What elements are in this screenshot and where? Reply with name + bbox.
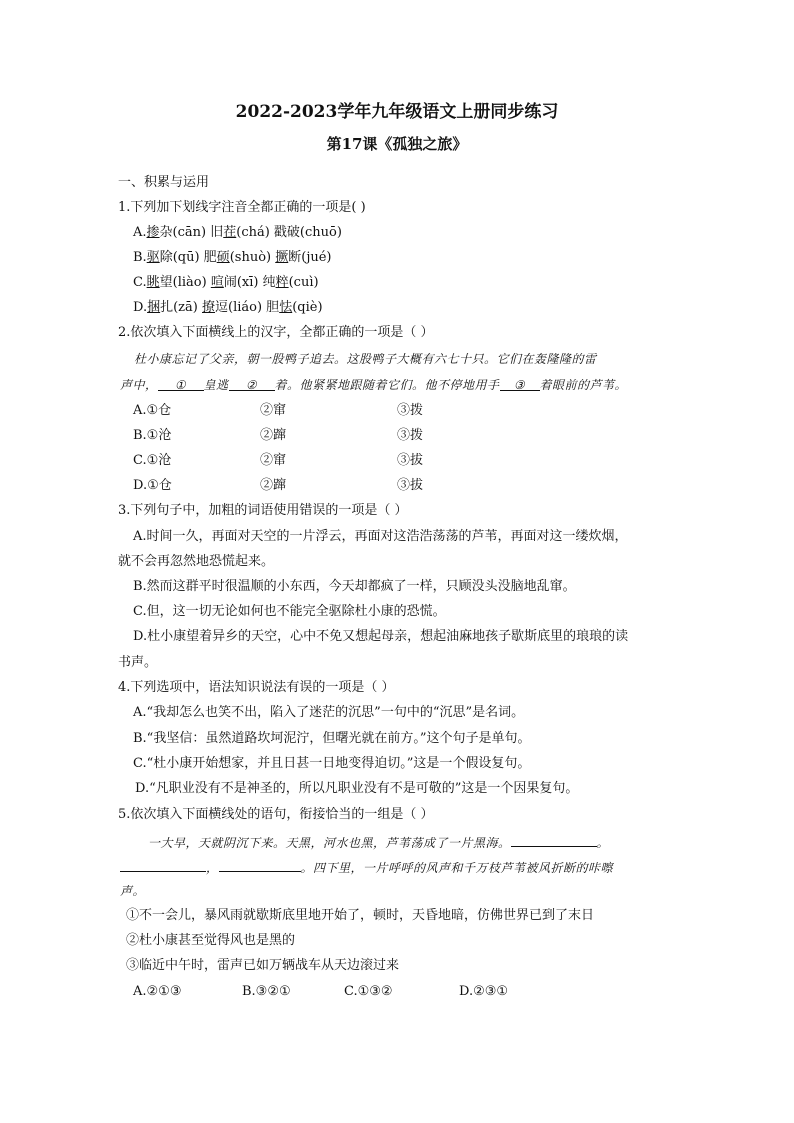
- passage-text: 。: [596, 836, 610, 850]
- fill-blank-1: ①: [158, 376, 204, 391]
- question-4-stem: 4.下列选项中，语法知识说法有误的一项是（ ）: [118, 680, 395, 695]
- option-col-3: ③拔: [397, 453, 424, 468]
- underlined-char: 撩: [202, 300, 216, 315]
- option-col-2: ②蹿: [260, 478, 287, 493]
- underlined-char: 硕: [216, 250, 230, 265]
- question-4-option-c: C.“杜小康开始想家，并且日甚一日地变得迫切。”这是一个假设复句。: [133, 756, 531, 771]
- option-text: 扎(zā): [160, 300, 202, 315]
- question-4-option-b: B.“我坚信：虽然道路坎坷泥泞，但曙光就在前方。”这个句子是单句。: [133, 731, 531, 746]
- fill-blank-b: [120, 857, 206, 872]
- underlined-char: 驱: [146, 250, 160, 265]
- question-1-option-c: [133, 274, 319, 292]
- option-prefix: A.: [133, 225, 147, 240]
- page-title: 2022-2023学年九年级语文上册同步练习: [235, 102, 559, 122]
- question-5-stem: 5.依次填入下面横线处的语句，衔接恰当的一组是（ ）: [118, 807, 434, 822]
- option-text: 杂(cān) 旧: [159, 225, 224, 240]
- question-3-option-a-line-2: 就不会再忽然地恐慌起来。: [118, 554, 275, 569]
- underlined-char: 撅: [275, 250, 289, 265]
- question-5-option-a: A.②①③: [133, 984, 182, 999]
- question-5-option-c: C.①③②: [344, 984, 393, 999]
- fill-blank-c: [219, 857, 301, 872]
- option-col-1: A.①仓: [133, 403, 172, 418]
- option-col-1: D.①仓: [133, 478, 172, 493]
- question-2-passage-line-2: [120, 376, 627, 394]
- option-col-3: ③拨: [397, 403, 424, 418]
- question-3-option-a-line-1: A.时间一久，再面对天空的一片浮云，再面对这浩浩荡荡的芦苇，再面对这一缕炊烟，: [133, 529, 628, 544]
- underlined-char: 茬: [223, 225, 237, 240]
- question-3-option-d-line-1: D.杜小康望着异乡的天空，心中不免又想起母亲，想起油麻地孩子歇斯底里的琅琅的读: [133, 629, 629, 644]
- passage-text: 声中，: [120, 378, 158, 392]
- question-5-passage-line-1: [148, 832, 609, 852]
- fill-blank-3: ③: [500, 376, 540, 391]
- underlined-char: 捆: [147, 300, 161, 315]
- question-4-option-d: D.“凡职业没有不是神圣的，所以凡职业没有不是可敬的”这是一个因果复句。: [135, 781, 579, 796]
- underlined-char: 怯: [279, 300, 293, 315]
- option-text: (shuò): [229, 250, 276, 265]
- option-text: 逗(liáo) 胆: [215, 300, 280, 315]
- question-3-option-c: C.但，这一切无论如何也不能完全驱除杜小康的恐慌。: [133, 604, 446, 619]
- question-3-stem: 3.下列句子中，加粗的词语使用错误的一项是（ ）: [118, 503, 408, 518]
- option-text: (chá) 戳破(chuō): [236, 225, 342, 240]
- passage-text: 一大早，天就阴沉下来。天黑，河水也黑，芦苇荡成了一片黑海。: [148, 836, 511, 850]
- section-heading: 一、积累与运用: [118, 175, 210, 190]
- option-text: 望(liào): [159, 275, 211, 290]
- passage-text: 。四下里，一片呼呼的风声和千万枝芦苇被风折断的咔嚓: [300, 861, 614, 875]
- passage-text: 着。他紧紧地跟随着它们。他不停地用手: [274, 378, 500, 392]
- question-5-sentence-2: ②杜小康甚至觉得风也是黑的: [126, 933, 296, 948]
- fill-blank-a: [511, 832, 597, 847]
- option-prefix: D.: [133, 300, 148, 315]
- option-col-3: ③拔: [397, 478, 424, 493]
- underlined-char: 眺: [146, 275, 160, 290]
- question-1-option-b: [133, 249, 332, 267]
- option-text: (qiè): [292, 300, 323, 315]
- underlined-char: 粹: [275, 275, 289, 290]
- question-1-option-a: [133, 224, 342, 242]
- question-5-option-b: B.③②①: [242, 984, 291, 999]
- lesson-subtitle: 第17课《孤独之旅》: [326, 135, 468, 153]
- question-3-option-b: B.然而这群平时很温顺的小东西，今天却都疯了一样，只顾没头没脑地乱窜。: [133, 579, 576, 594]
- underlined-char: 掺: [146, 225, 160, 240]
- passage-text: ，: [206, 861, 219, 875]
- option-prefix: B.: [133, 250, 147, 265]
- question-3-option-d-line-2: 书声。: [118, 655, 158, 670]
- question-5-passage-line-2: [120, 857, 613, 877]
- question-5-option-d: D.②③①: [459, 984, 509, 999]
- passage-text: 皇逃: [203, 378, 229, 392]
- option-text: 除(qū) 肥: [159, 250, 217, 265]
- option-text: 断(jué): [288, 250, 332, 265]
- question-5-passage-line-3: 声。: [120, 884, 146, 898]
- option-text: 闹(xī) 纯: [223, 275, 276, 290]
- question-4-option-a: A.“我却怎么也笑不出，陷入了迷茫的沉思”一句中的“沉思”是名词。: [133, 705, 525, 720]
- option-text: (cuì): [288, 275, 319, 290]
- question-2-passage-line-1: 杜小康忘记了父亲，朝一股鸭子追去。这股鸭子大概有六七十只。它们在轰隆隆的雷: [134, 352, 597, 366]
- question-5-sentence-3: ③临近中午时，雷声已如万辆战车从天边滚过来: [126, 958, 400, 973]
- option-col-3: ③拨: [397, 428, 424, 443]
- option-col-2: ②蹿: [260, 428, 287, 443]
- fill-blank-2: ②: [229, 376, 275, 391]
- question-2-stem: 2.依次填入下面横线上的汉字，全都正确的一项是（ ）: [118, 325, 434, 340]
- question-1-option-d: [133, 299, 323, 317]
- option-col-1: C.①沧: [133, 453, 172, 468]
- option-col-2: ②窜: [260, 453, 287, 468]
- option-prefix: C.: [133, 275, 147, 290]
- question-1-stem: 1.下列加下划线字注音全都正确的一项是( ): [118, 200, 366, 215]
- question-5-sentence-1: ①不一会儿，暴风雨就歇斯底里地开始了，顿时，天昏地暗，仿佛世界已到了末日: [126, 908, 595, 923]
- option-col-1: B.①沧: [133, 428, 172, 443]
- passage-text: 着眼前的芦苇。: [539, 378, 628, 392]
- option-col-2: ②窜: [260, 403, 287, 418]
- underlined-char: 喧: [210, 275, 224, 290]
